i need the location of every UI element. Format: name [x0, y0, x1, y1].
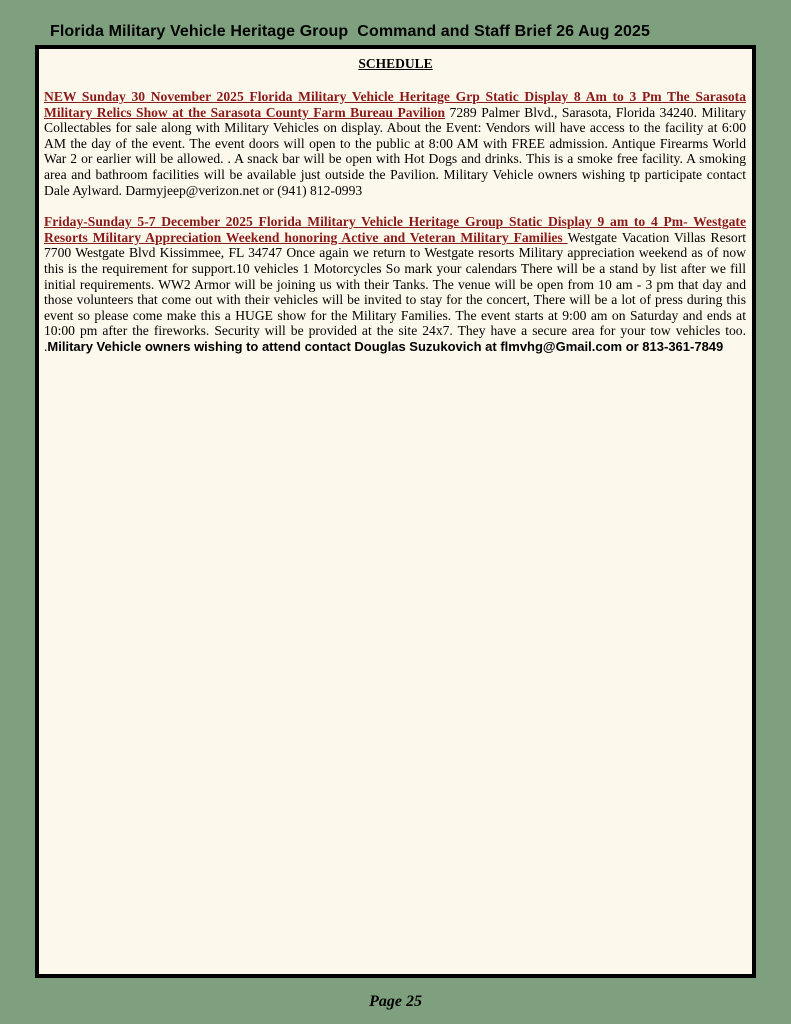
event-heading: NEW Sunday 30 November 2025 Florida Military Vehicle Heritage Grp Static Display 8 Am to 3 Pm The Sarasota Military Relics Show at the Sarasota County Farm Bureau Pavilion	[44, 89, 746, 120]
event-contact-info: Military Vehicle owners wishing to attend contact Douglas Suzukovich at flmvhg@Gmail.com or 813-361-7849	[47, 338, 724, 354]
page-number: Page 25	[369, 993, 422, 1010]
event-sarasota-military-relics-show	[44, 89, 746, 198]
event-heading: Friday-Sunday 5-7 December 2025 Florida Military Vehicle Heritage Group Static Display 9 am to 4 Pm- Westgate Resorts Military Appreciation Weekend honoring Active and Veteran Military Families	[44, 214, 746, 245]
event-description: Westgate Vacation Villas Resort 7700 Westgate Blvd Kissimmee, FL 34747 Once again we return to Westgate resorts Military appreciation weekend as of now this is the requirement for support.10 vehicles 1 Motorcycles So mark your calendars There will be a stand by list after we fill initial requirements. WW2 Armor will be joining us with their Tanks. The venue will be open from 10 am - 3 pm that day and those volunteers that come out with their vehicles will be invited to stay for the concert, There will be a lot of press during this event so please come make this a HUGE show for the Military Families. The event starts at 9:00 am on Saturday and ends at 10:00 pm after the fireworks. Security will be provided at the site 24x7. They have a secure area for your tow vehicles too. .	[44, 229, 746, 354]
schedule-section-title: SCHEDULE	[358, 56, 433, 71]
schedule-content-box	[35, 45, 756, 978]
event-description: 7289 Palmer Blvd., Sarasota, Florida 34240. Military Collectables for sale along with Military Vehicles on display. About the Event: Vendors will have access to the facility at 6:00 AM the day of the event. The event doors will open to the public at 8:00 AM with FREE admission. Antique Firearms World War 2 or earlier will be allowed. . A snack bar will be open with Hot Dogs and drinks. This is a smoke free facility. A smoking area and bathroom facilities will be available just outside the Pavilion. Military Vehicle owners wishing tp participate contact Dale Aylward. Darmyjeep@verizon.net or (941) 812-0993	[44, 104, 747, 198]
event-westgate-military-appreciation-weekend	[44, 214, 746, 354]
page-header-title: Florida Military Vehicle Heritage Group Command and Staff Brief 26 Aug 2025	[50, 23, 651, 40]
